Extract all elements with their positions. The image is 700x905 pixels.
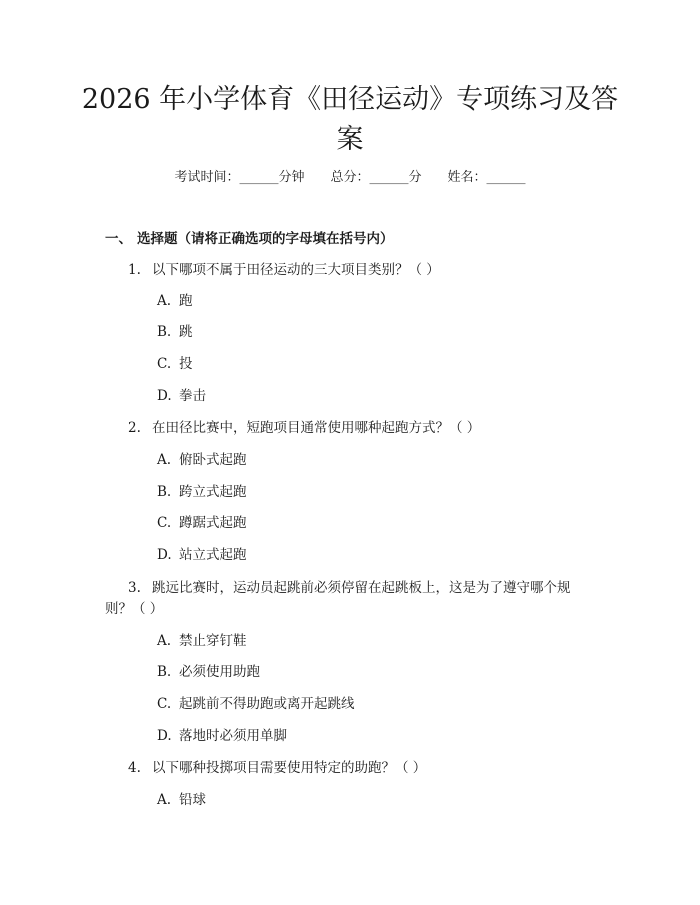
question-text-line-2: 则？（ ） <box>105 601 164 617</box>
exam-time-label: 考试时间：______分钟 <box>174 170 305 185</box>
document-title <box>70 80 630 160</box>
option-3c: C. 起跳前不得助跑或离开起跳线 <box>157 696 355 712</box>
question-1 <box>105 258 590 283</box>
option-1a: A. 跑 <box>157 293 193 309</box>
option-1c: C. 投 <box>157 356 193 372</box>
option-3d: D. 落地时必须用单脚 <box>157 728 287 744</box>
option-4a: A. 铅球 <box>157 792 206 808</box>
option-2c: C. 蹲踞式起跑 <box>157 515 247 531</box>
option-3a: A. 禁止穿钉鞋 <box>157 633 247 649</box>
question-4 <box>105 756 590 781</box>
option-3b: B. 必须使用助跑 <box>157 664 260 680</box>
section-heading <box>105 229 394 249</box>
question-2 <box>105 416 590 441</box>
option-2b: B. 跨立式起跑 <box>157 484 247 500</box>
question-number: 2. <box>128 420 141 436</box>
option-1d: D. 拳击 <box>157 388 206 404</box>
question-number: 1. <box>128 262 141 278</box>
title-line-2: 案 <box>336 124 364 155</box>
question-text-line-1: 跳远比赛时，运动员起跳前必须停留在起跳板上，这是为了遵守哪个规 <box>152 580 571 596</box>
question-text: 以下哪种投掷项目需要使用特定的助跑？（ ） <box>152 760 427 776</box>
section-number: 一、 <box>105 231 132 247</box>
question-number: 4. <box>128 760 141 776</box>
option-1b: B. 跳 <box>157 324 193 340</box>
question-text: 在田径比赛中，短跑项目通常使用哪种起跑方式？（ ） <box>152 420 481 436</box>
question-3-continued <box>105 597 590 622</box>
question-number: 3. <box>128 580 141 596</box>
option-2d: D. 站立式起跑 <box>157 547 247 563</box>
total-score-label: 总分：______分 <box>330 170 422 185</box>
exam-info-line <box>0 168 700 188</box>
student-name-label: 姓名：______ <box>447 170 526 185</box>
title-line-1: 2026 年小学体育《田径运动》专项练习及答 <box>81 84 619 115</box>
option-2a: A. 俯卧式起跑 <box>157 452 247 468</box>
question-text: 以下哪项不属于田径运动的三大项目类别？（ ） <box>152 262 440 278</box>
section-title: 选择题（请将正确选项的字母填在括号内） <box>137 231 394 247</box>
